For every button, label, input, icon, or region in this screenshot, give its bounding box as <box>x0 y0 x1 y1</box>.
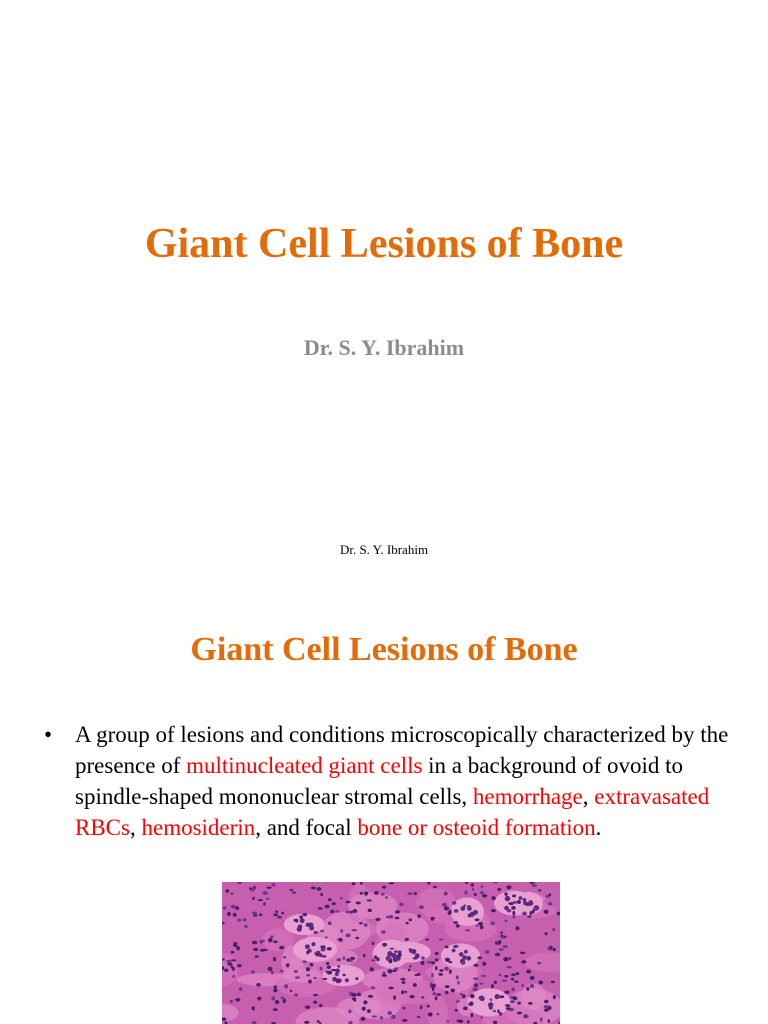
bullet-marker: • <box>44 722 53 747</box>
highlight-bone-osteoid: bone or osteoid formation <box>357 815 596 840</box>
bullet-text-segment: . <box>595 815 602 840</box>
bullet-text-segment: A group of lesions and conditions microscopically characterized by the presence of <box>75 722 729 778</box>
bullet-text <box>75 719 734 843</box>
highlight-hemosiderin: hemosiderin <box>141 815 256 840</box>
highlight-giant-cells: multinucleated giant cells <box>186 753 423 778</box>
histology-micrograph-icon <box>222 882 560 1024</box>
bullet-text-segment: , <box>129 815 142 840</box>
bullet-text-segment: in a background of ovoid to spindle-shaped mononuclear stromal cells, <box>75 753 684 809</box>
highlight-extravasated-rbcs: extravasated RBCs <box>75 784 710 840</box>
bullet-text-segment: , and focal <box>255 815 358 840</box>
slide-title: Giant Cell Lesions of Bone <box>190 631 578 668</box>
slide-title: Giant Cell Lesions of Bone <box>144 221 624 267</box>
bullet-list <box>44 719 734 843</box>
slide-subtitle: Dr. S. Y. Ibrahim <box>303 335 465 360</box>
bullet-text-segment: , <box>582 784 595 809</box>
highlight-hemorrhage: hemorrhage <box>472 784 583 809</box>
content-slide <box>0 576 768 1024</box>
slide-footer: Dr. S. Y. Ibrahim <box>339 542 429 557</box>
